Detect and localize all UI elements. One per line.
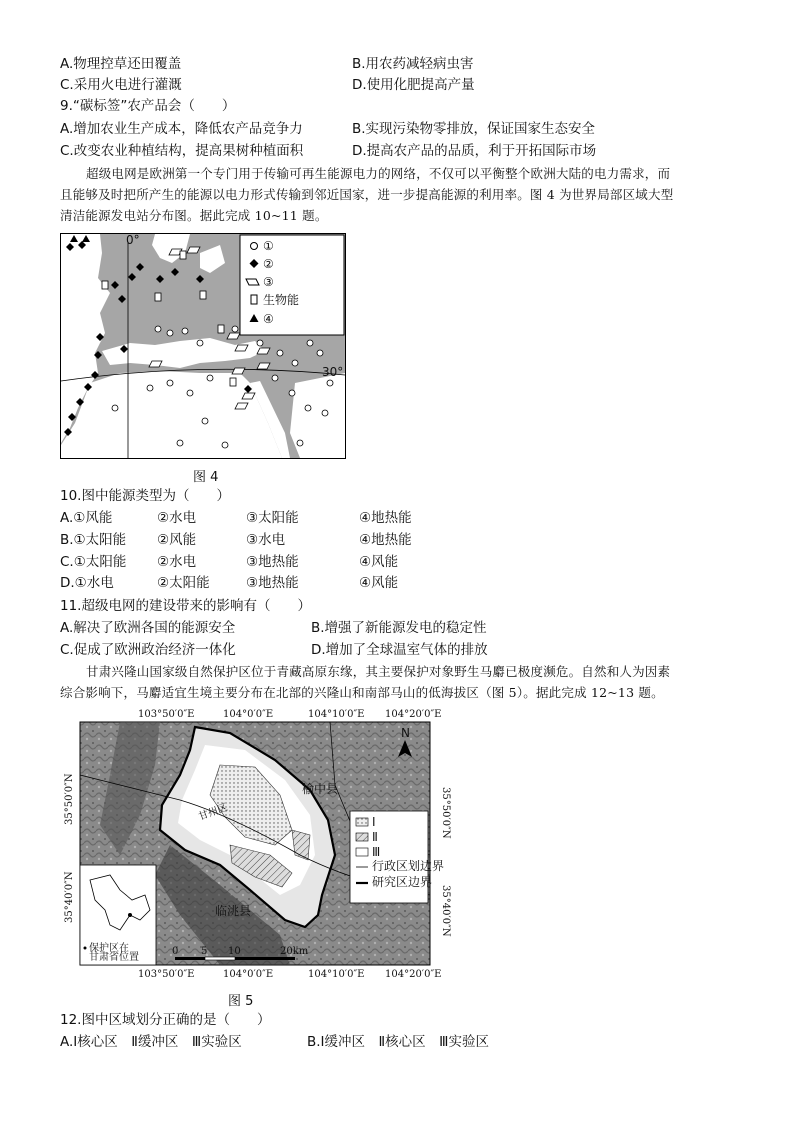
q8-option-c: C.采用火电进行灌溉 xyxy=(60,77,182,93)
q10-b-3: ③水电 xyxy=(246,532,286,548)
q10-a-3: ③太阳能 xyxy=(246,510,299,526)
q9-option-a: A.增加农业生产成本，降低农产品竞争力 xyxy=(60,121,303,137)
q10-b-1: B.①太阳能 xyxy=(60,532,127,548)
q9-option-d: D.提高农产品的品质，利于开拓国际市场 xyxy=(352,143,597,159)
figure-4-svg xyxy=(60,233,346,459)
county-south-label: 临洮县 xyxy=(215,904,252,918)
parallel-label: 30° xyxy=(322,365,344,379)
passage1-line2: 且能够及时把所产生的能源以电力形式传输到邻近国家，进一步提高能源的利用率。图 4 为世界局部区域大型 xyxy=(60,187,674,202)
q12-option-a: A.Ⅰ核心区 Ⅱ缓冲区 Ⅲ实验区 xyxy=(60,1034,242,1050)
q8-option-d: D.使用化肥提高产量 xyxy=(352,77,475,93)
legend5-admin: 行政区划边界 xyxy=(372,859,445,873)
figure-4-caption: 图 4 xyxy=(193,470,219,485)
right-coord-1: 35°50′0″N xyxy=(440,787,451,839)
top-coord-1: 103°50′0″E xyxy=(138,709,195,720)
q10-a-4: ④地热能 xyxy=(359,510,412,526)
top-coord-4: 104°20′0″E xyxy=(385,709,442,720)
legend-item-biomass: 生物能 xyxy=(263,293,300,307)
q11-option-a: A.解决了欧洲各国的能源安全 xyxy=(60,620,236,636)
inset-label-2: 甘肃省位置 xyxy=(89,952,139,963)
q10-c-2: ②水电 xyxy=(157,554,197,570)
q12-option-b: B.Ⅰ缓冲区 Ⅱ核心区 Ⅲ实验区 xyxy=(307,1034,489,1050)
q9-option-b: B.实现污染物零排放，保证国家生态安全 xyxy=(352,121,596,137)
q10-a-2: ②水电 xyxy=(157,510,197,526)
top-coord-2: 104°0′0″E xyxy=(223,709,274,720)
q10-c-3: ③地热能 xyxy=(246,554,299,570)
legend-item-3: ③ xyxy=(263,275,274,289)
passage1-line3: 清洁能源发电站分布图。据此完成 10~11 题。 xyxy=(60,208,328,223)
q12-stem: 12.图中区域划分正确的是（ ） xyxy=(60,1012,271,1028)
q10-b-4: ④地热能 xyxy=(359,532,412,548)
left-coord-2: 35°40′0″N xyxy=(64,871,75,923)
district-label: 甘州区 xyxy=(197,802,230,823)
bottom-coord-2: 104°0′0″E xyxy=(223,969,274,980)
bottom-coord-3: 104°10′0″E xyxy=(308,969,365,980)
q10-stem: 10.图中能源类型为（ ） xyxy=(60,488,230,504)
q8-option-b: B.用农药减轻病虫害 xyxy=(352,56,474,72)
q9-option-c: C.改变农业种植结构，提高果树种植面积 xyxy=(60,143,304,159)
figure-5-svg xyxy=(60,705,455,980)
legend-item-1: ① xyxy=(263,239,274,253)
passage2-line2: 综合影响下，马麝适宜生境主要分布在北部的兴隆山和南部马山的低海拔区（图 5）。据此完成 12~13 题。 xyxy=(60,685,664,700)
figure-5-map xyxy=(60,705,455,980)
q9-stem: 9.“碳标签”农产品会（ ） xyxy=(60,98,236,114)
passage2-line1: 甘肃兴隆山国家级自然保护区位于青藏高原东缘，其主要保护对象野生马麝已极度濒危。自然和人为因素 xyxy=(86,664,671,679)
left-coord-1: 35°50′0″N xyxy=(64,773,75,825)
q10-c-1: C.①太阳能 xyxy=(60,554,127,570)
legend5-zone-3: Ⅲ xyxy=(372,845,381,859)
svg-text:5: 5 xyxy=(201,946,208,957)
svg-text:0: 0 xyxy=(172,946,179,957)
meridian-label: 0° xyxy=(126,233,140,247)
svg-text:10: 10 xyxy=(228,946,241,957)
q10-d-1: D.①水电 xyxy=(60,575,114,591)
figure-5-caption: 图 5 xyxy=(228,994,254,1009)
passage1-line1: 超级电网是欧洲第一个专门用于传输可再生能源电力的网络，不仅可以平衡整个欧洲大陆的电力需求，而 xyxy=(86,166,671,181)
legend-item-4: ④ xyxy=(263,312,274,326)
q10-d-2: ②太阳能 xyxy=(157,575,210,591)
q11-option-d: D.增加了全球温室气体的排放 xyxy=(311,642,488,658)
q11-option-b: B.增强了新能源发电的稳定性 xyxy=(311,620,487,636)
top-coord-3: 104°10′0″E xyxy=(308,709,365,720)
bottom-coord-4: 104°20′0″E xyxy=(385,969,442,980)
q10-d-4: ④风能 xyxy=(359,575,399,591)
q10-b-2: ②风能 xyxy=(157,532,197,548)
legend-item-2: ② xyxy=(263,257,274,271)
q11-stem: 11.超级电网的建设带来的影响有（ ） xyxy=(60,598,311,614)
q10-a-1: A.①风能 xyxy=(60,510,113,526)
figure-4-map xyxy=(60,233,346,459)
bottom-coord-1: 103°50′0″E xyxy=(138,969,195,980)
q11-option-c: C.促成了欧洲政治经济一体化 xyxy=(60,642,236,658)
q10-c-4: ④风能 xyxy=(359,554,399,570)
svg-text:N: N xyxy=(401,726,410,740)
right-coord-2: 35°40′0″N xyxy=(440,885,451,937)
inset-label-1: 保护区在 xyxy=(89,943,129,954)
legend5-zone-2: Ⅱ xyxy=(372,830,378,844)
legend5-zone-1: Ⅰ xyxy=(372,815,376,829)
q10-d-3: ③地热能 xyxy=(246,575,299,591)
county-north-label: 榆中县 xyxy=(302,782,339,796)
svg-text:20km: 20km xyxy=(280,946,309,957)
q8-option-a: A.物理控草还田覆盖 xyxy=(60,56,182,72)
legend5-study: 研究区边界 xyxy=(372,875,433,889)
